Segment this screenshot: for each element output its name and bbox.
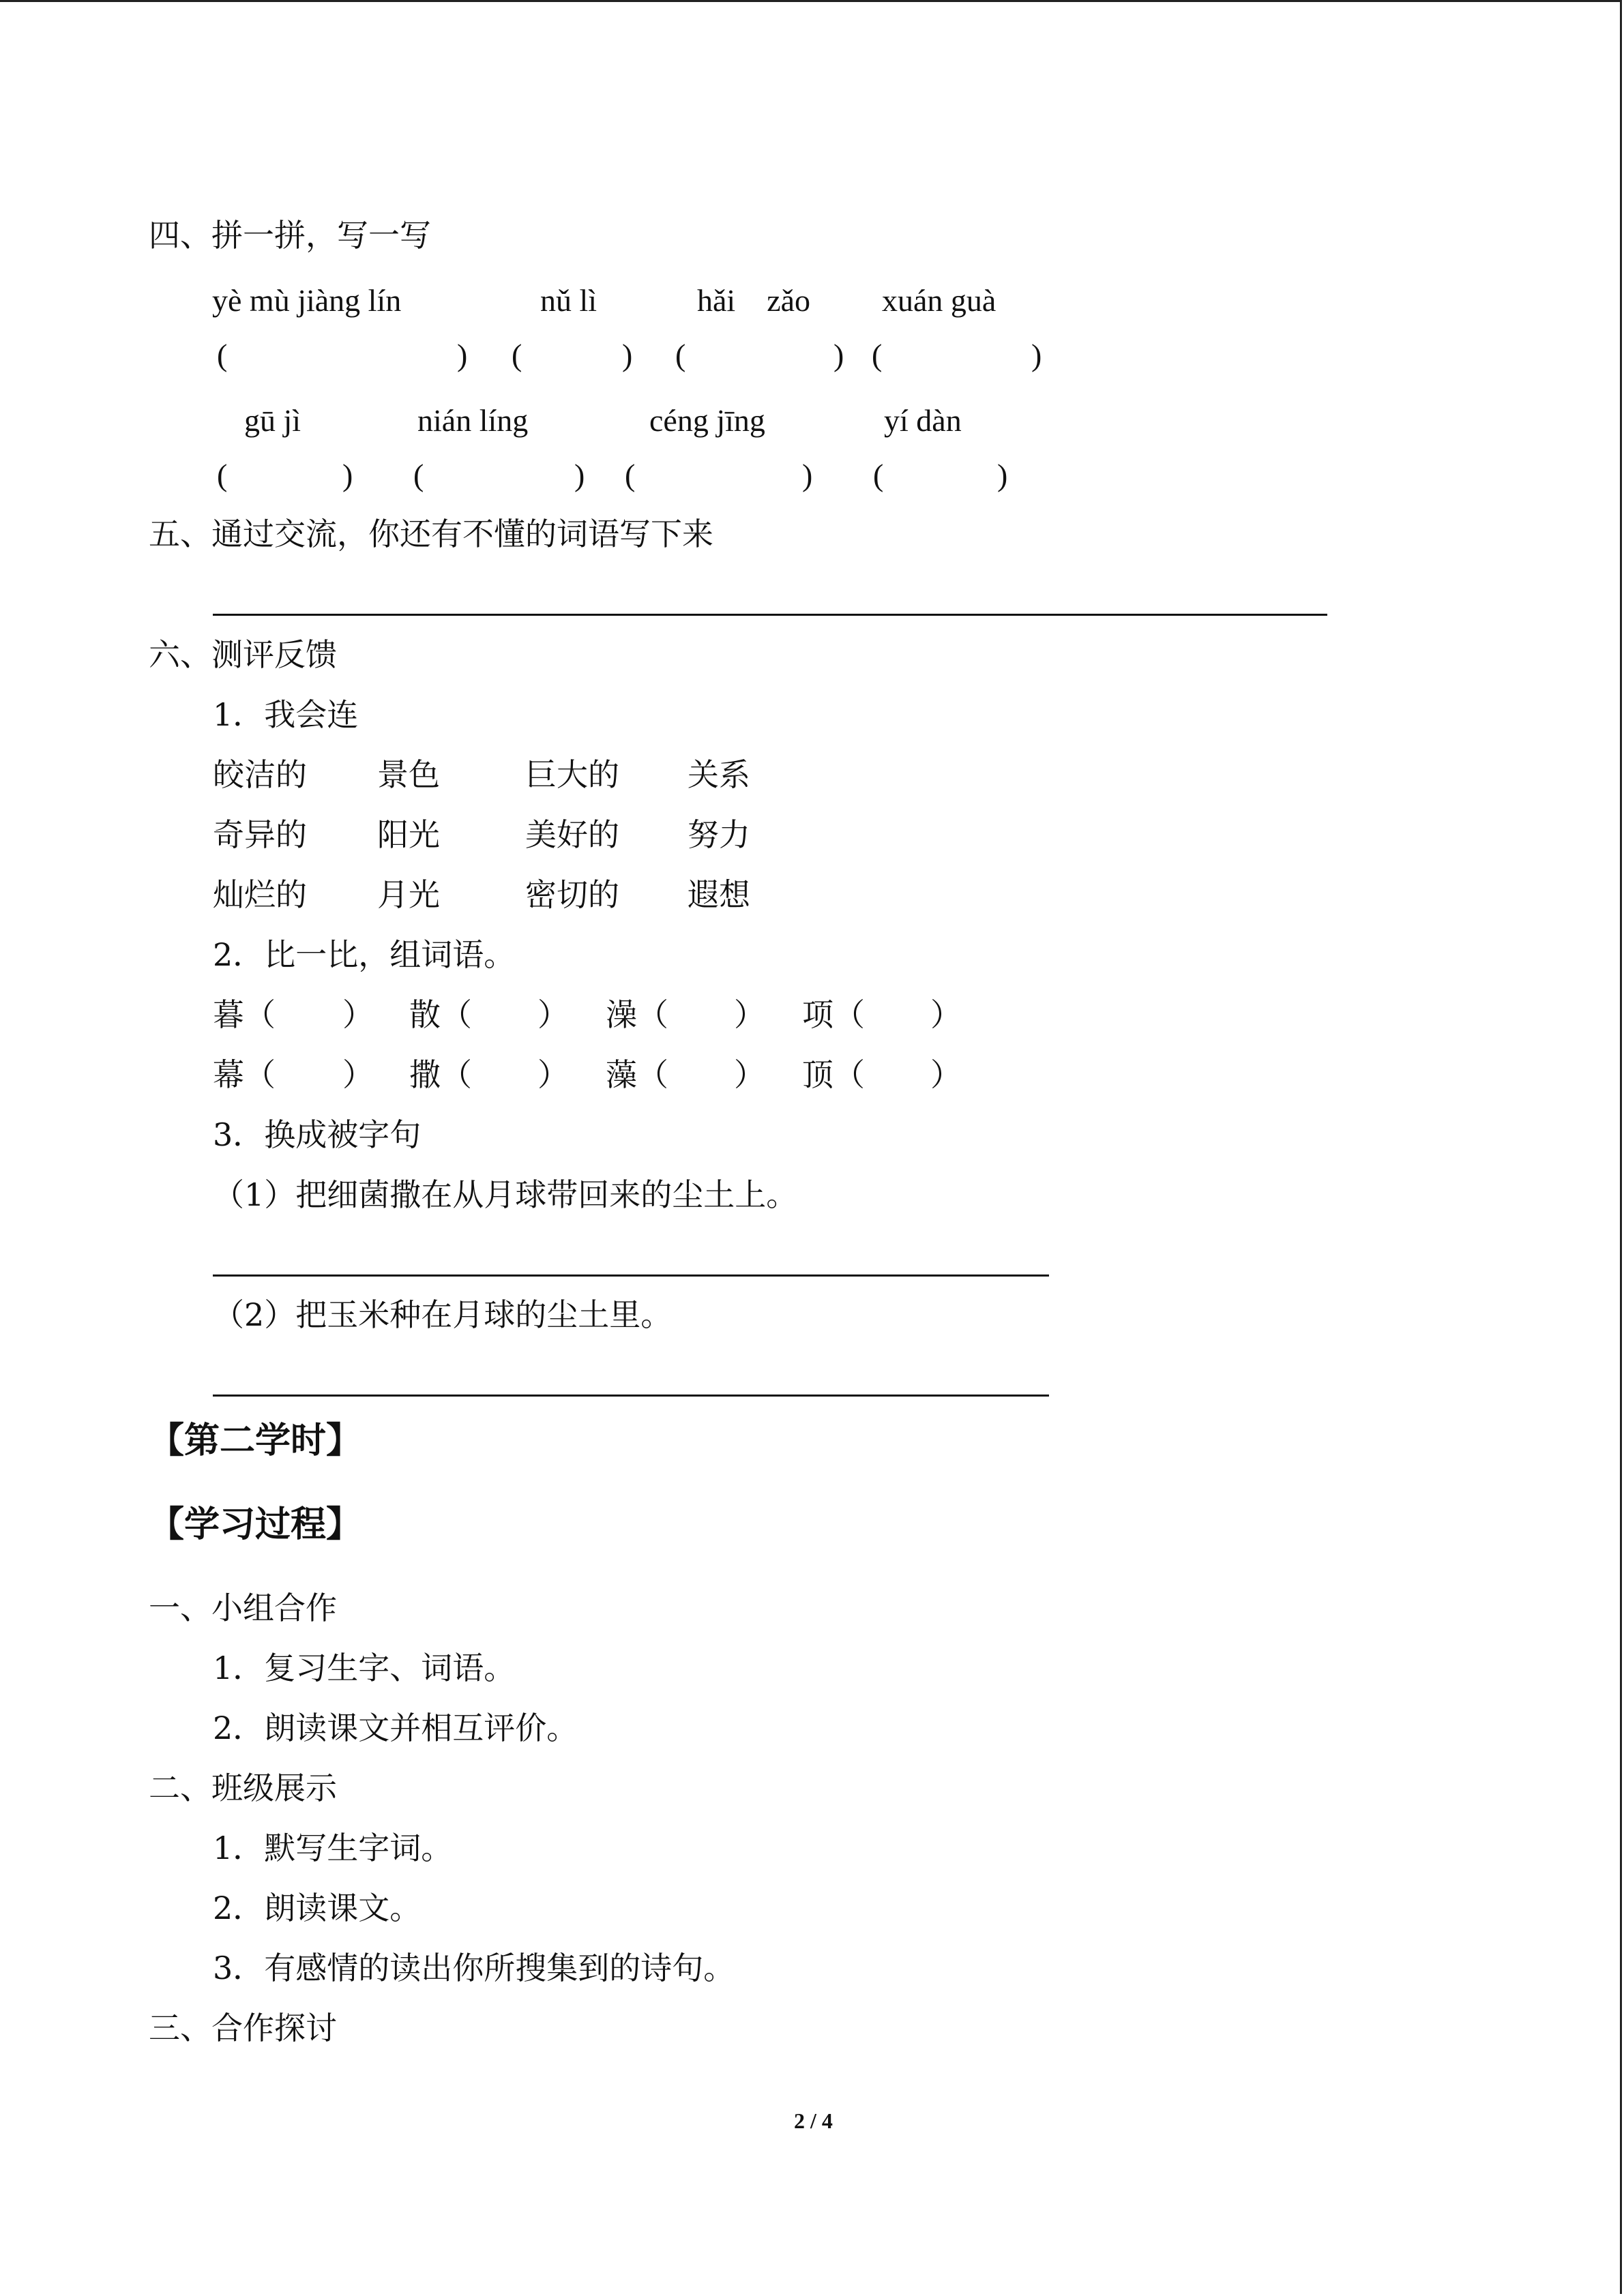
match-word: 景色 (377, 756, 440, 793)
part2-title: 二、班级展示 (149, 1770, 337, 1806)
match-word: 巨大的 (525, 756, 619, 793)
pinyin-4: xuán guà (882, 283, 996, 318)
answer-paren-close: ) (833, 338, 844, 372)
pinyin-2: nǔ lì (540, 283, 597, 318)
compare-close: ） (537, 996, 569, 1033)
compare-char: 幕（ (213, 1056, 276, 1093)
pinyin-3: hǎi zǎo (697, 283, 811, 318)
compare-close: ） (537, 1056, 569, 1093)
page-number: 2 / 4 (794, 2108, 833, 2133)
compare-close: ） (930, 996, 962, 1033)
pinyin-1: yè mù jiàng lín (212, 283, 402, 318)
match-word: 努力 (688, 816, 750, 853)
compare-close: ） (734, 1056, 765, 1093)
answer-line (213, 614, 1327, 616)
pinyin-8: yí dàn (884, 403, 962, 438)
answer-paren-open: ( (872, 338, 883, 372)
match-word: 灿烂的 (213, 876, 307, 913)
lesson2-title: 【第二学时】 (149, 1420, 362, 1461)
section4-title: 四、拼一拼，写一写 (149, 217, 431, 254)
answer-paren-open: ( (217, 338, 228, 372)
compare-close: ） (930, 1056, 962, 1093)
compare-char: 暮（ (213, 996, 276, 1033)
match-word: 遐想 (688, 876, 750, 913)
part1-title: 一、小组合作 (149, 1590, 337, 1626)
compare-char: 顶（ (802, 1056, 865, 1093)
answer-paren-close: ) (457, 338, 468, 372)
part1-item: 2．朗读课文并相互评价。 (213, 1710, 578, 1746)
answer-paren-close: ) (997, 458, 1008, 492)
answer-paren-open: ( (217, 458, 228, 492)
answer-paren-close: ) (1031, 338, 1042, 372)
answer-paren-open: ( (873, 458, 884, 492)
compare-char: 澡（ (606, 996, 668, 1033)
compare-close: ） (342, 996, 374, 1033)
part2-item: 2．朗读课文。 (213, 1890, 422, 1926)
part2-item: 1．默写生字词。 (213, 1830, 453, 1866)
match-word: 月光 (377, 876, 440, 913)
answer-paren-open: ( (625, 458, 636, 492)
compare-close: ） (342, 1056, 374, 1093)
q3-item-2: （2）把玉米种在月球的尘土里。 (213, 1296, 673, 1333)
q2-title: 2．比一比，组词语。 (213, 936, 516, 973)
answer-paren-open: ( (413, 458, 424, 492)
part2-item: 3．有感情的读出你所搜集到的诗句。 (213, 1950, 735, 1986)
match-word: 关系 (688, 756, 750, 793)
q3-title: 3．换成被字句 (213, 1116, 422, 1153)
section5-title: 五、通过交流，你还有不懂的词语写下来 (149, 516, 713, 552)
answer-paren-close: ) (342, 458, 353, 492)
match-word: 美好的 (525, 816, 619, 853)
answer-paren-open: ( (512, 338, 522, 372)
compare-char: 散（ (409, 996, 472, 1033)
answer-paren-close: ) (622, 338, 633, 372)
q3-item-1: （1）把细菌撒在从月球带回来的尘土上。 (213, 1176, 798, 1213)
answer-paren-open: ( (675, 338, 686, 372)
compare-char: 藻（ (606, 1056, 668, 1093)
compare-char: 项（ (802, 996, 865, 1033)
answer-paren-close: ) (802, 458, 813, 492)
part1-item: 1．复习生字、词语。 (213, 1650, 516, 1686)
compare-char: 撒（ (409, 1056, 472, 1093)
pinyin-5: gū jì (244, 403, 301, 438)
pinyin-7: céng jīng (649, 403, 765, 438)
answer-line (213, 1274, 1049, 1277)
section6-title: 六、测评反馈 (149, 636, 337, 673)
answer-line (213, 1395, 1049, 1397)
pinyin-6: nián líng (417, 403, 529, 438)
match-word: 皎洁的 (213, 756, 307, 793)
process-title: 【学习过程】 (149, 1504, 362, 1545)
compare-close: ） (734, 996, 765, 1033)
match-word: 奇异的 (213, 816, 307, 853)
match-word: 密切的 (525, 876, 619, 913)
match-word: 阳光 (377, 816, 440, 853)
q1-title: 1．我会连 (213, 696, 359, 733)
part3-title: 三、合作探讨 (149, 2010, 337, 2046)
answer-paren-close: ) (574, 458, 585, 492)
